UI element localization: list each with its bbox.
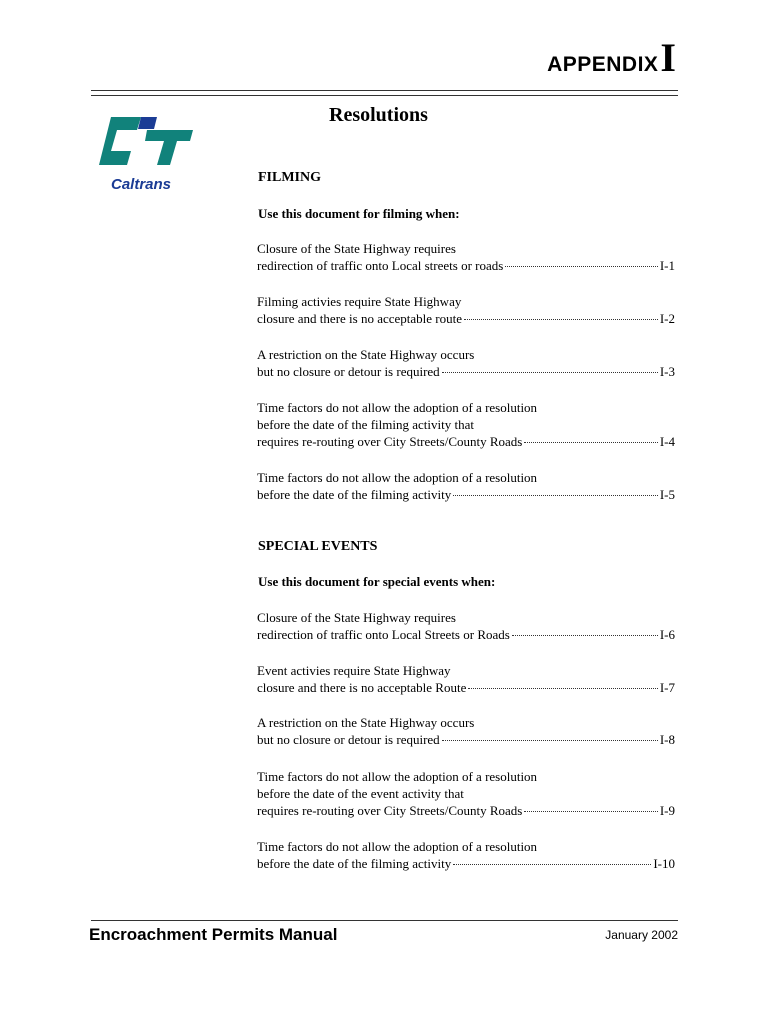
page-number: I-8 — [659, 732, 675, 747]
toc-entry[interactable] — [257, 293, 675, 327]
entry-line: A restriction on the State Highway occurs — [257, 347, 475, 362]
footer-rule — [91, 920, 678, 921]
entry-line: before the date of the filming activity that — [257, 417, 474, 432]
section-subheading-filming: Use this document for filming when: — [258, 206, 460, 221]
dot-leader — [442, 372, 658, 373]
toc-entry[interactable] — [257, 240, 675, 274]
header-rule-secondary — [91, 95, 678, 96]
page-number: I-3 — [659, 364, 675, 379]
dot-leader — [524, 442, 657, 443]
dot-leader — [464, 319, 658, 320]
logo-t-stem — [138, 117, 157, 129]
entry-last-line: before the date of the filming activity — [257, 856, 452, 871]
page-number: I-9 — [659, 803, 675, 818]
toc-entry[interactable] — [257, 399, 675, 450]
entry-last-line: closure and there is no acceptable route — [257, 311, 463, 326]
appendix-letter: I — [660, 35, 676, 80]
appendix-heading — [547, 35, 676, 80]
header-rule — [91, 90, 678, 91]
toc-entry[interactable] — [257, 346, 675, 380]
logo-text: Caltrans — [111, 176, 172, 193]
entry-last-line: redirection of traffic onto Local streets or roads — [257, 258, 504, 273]
entry-last-line: but no closure or detour is required — [257, 364, 440, 379]
entry-line: Time factors do not allow the adoption of a resolution — [257, 470, 538, 485]
dot-leader — [505, 266, 658, 267]
entry-last-line: requires re-routing over City Streets/County Roads — [257, 803, 523, 818]
entry-last-line: before the date of the filming activity — [257, 487, 452, 502]
appendix-word: APPENDIX — [547, 53, 659, 76]
entry-line: Event activies require State Highway — [257, 663, 451, 678]
section-heading-special-events: SPECIAL EVENTS — [258, 539, 378, 554]
entry-line: Time factors do not allow the adoption of a resolution — [257, 769, 538, 784]
page-number: I-7 — [659, 680, 675, 695]
page-number: I-2 — [659, 311, 675, 326]
entry-line: Time factors do not allow the adoption of a resolution — [257, 839, 538, 854]
logo-t-shape — [145, 130, 193, 165]
caltrans-logo — [97, 117, 197, 197]
dot-leader — [442, 740, 658, 741]
entry-line: Time factors do not allow the adoption of a resolution — [257, 400, 538, 415]
toc-entry[interactable] — [257, 768, 675, 819]
toc-entry[interactable] — [257, 662, 675, 696]
toc-entry[interactable] — [257, 609, 675, 643]
entry-line: Closure of the State Highway requires — [257, 241, 456, 256]
dot-leader — [524, 811, 657, 812]
entry-line: A restriction on the State Highway occurs — [257, 715, 475, 730]
footer-title: Encroachment Permits Manual — [89, 925, 338, 944]
page-number: I-5 — [659, 487, 675, 502]
entry-last-line: requires re-routing over City Streets/County Roads — [257, 434, 523, 449]
page-number: I-6 — [659, 627, 675, 642]
footer-date: January 2002 — [605, 928, 678, 942]
entry-line: before the date of the event activity that — [257, 786, 464, 801]
toc-entry[interactable] — [257, 838, 675, 872]
entry-last-line: closure and there is no acceptable Route — [257, 680, 467, 695]
entry-last-line: redirection of traffic onto Local Streets or Roads — [257, 627, 510, 642]
toc-entry[interactable] — [257, 469, 675, 503]
logo-c-shape — [99, 117, 141, 165]
entry-line: Closure of the State Highway requires — [257, 610, 456, 625]
dot-leader — [453, 864, 651, 865]
dot-leader — [453, 495, 658, 496]
page-number: I-4 — [659, 434, 675, 449]
page-number: I-10 — [653, 856, 675, 871]
entry-line: Filming activies require State Highway — [257, 294, 462, 309]
toc-entry[interactable] — [257, 714, 675, 748]
dot-leader — [512, 635, 658, 636]
dot-leader — [468, 688, 657, 689]
entry-last-line: but no closure or detour is required — [257, 732, 440, 747]
page-number: I-1 — [659, 258, 675, 273]
section-subheading-special-events: Use this document for special events when: — [258, 574, 496, 589]
section-heading-filming: FILMING — [258, 170, 321, 185]
page-title: Resolutions — [329, 104, 428, 126]
